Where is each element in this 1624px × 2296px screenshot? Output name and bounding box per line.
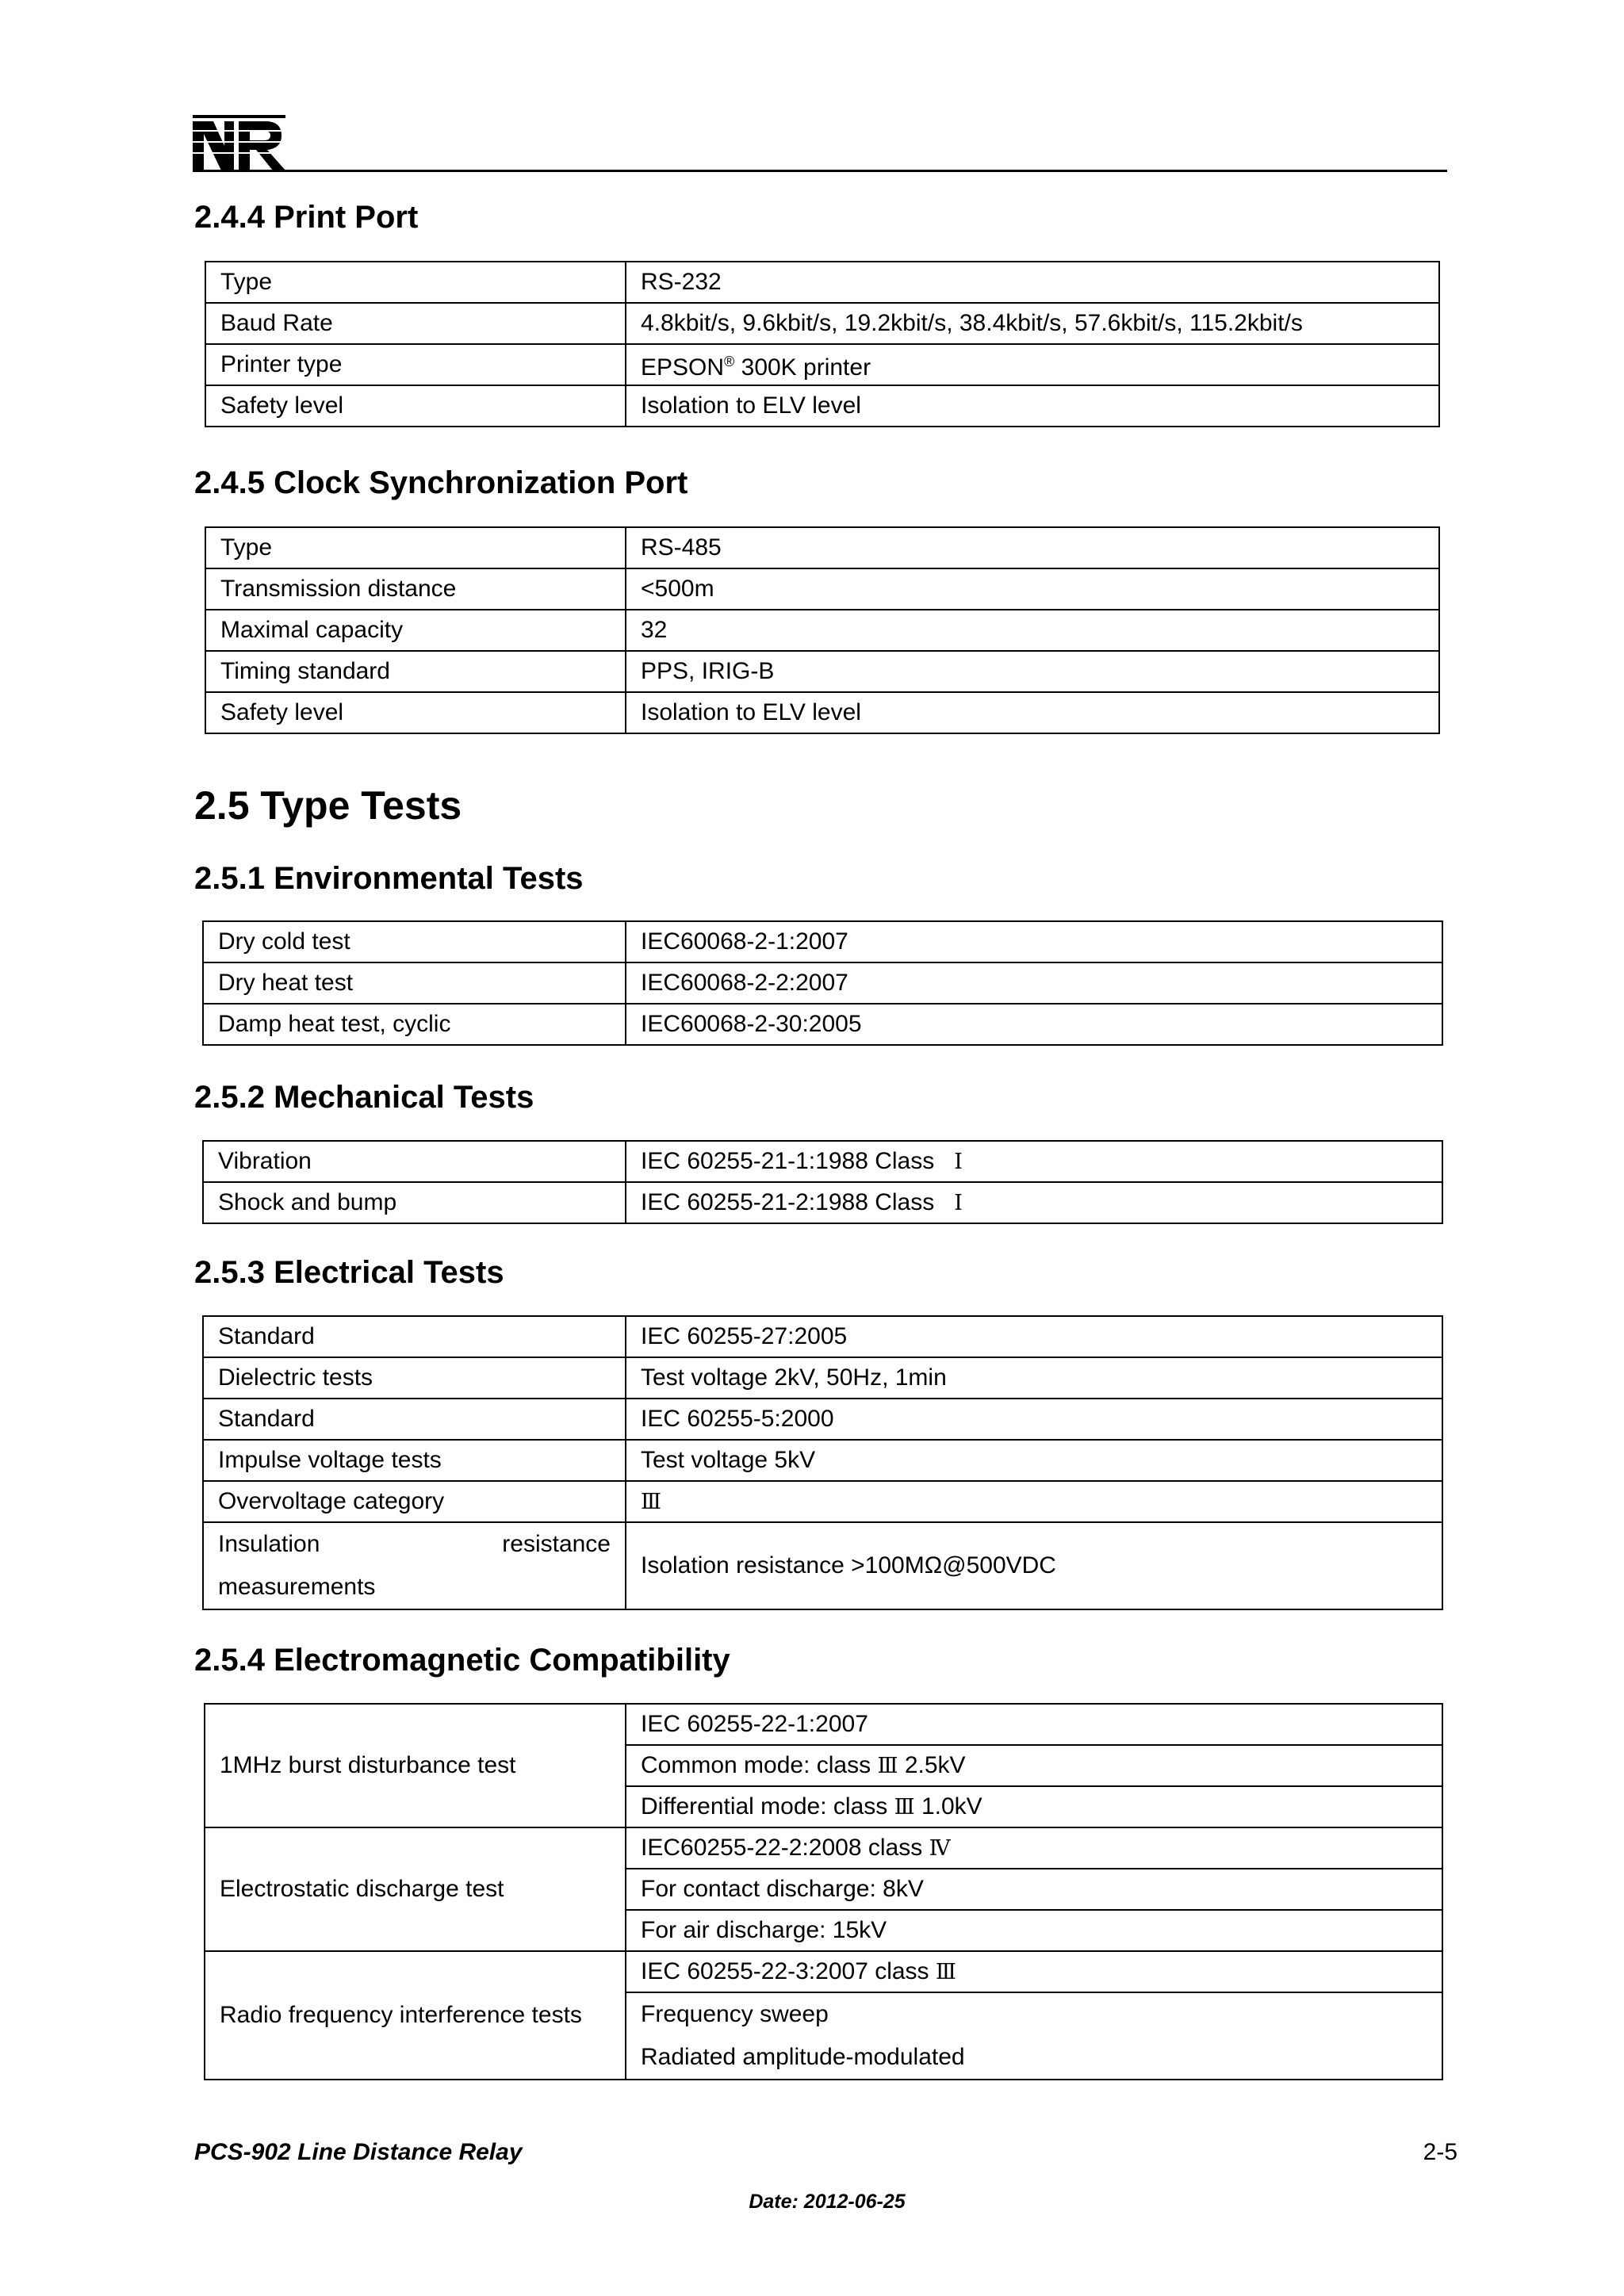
- row-value: IEC60068-2-1:2007: [626, 921, 1442, 962]
- table-row: [203, 1004, 1442, 1045]
- table-row: [205, 1704, 1442, 1745]
- standard-text: IEC60255-22-2:2008 class: [641, 1834, 929, 1861]
- row-label: Printer type: [205, 344, 626, 385]
- table-row: [205, 568, 1439, 610]
- class-numeral: Ⅳ: [929, 1835, 951, 1861]
- row-value: [626, 1951, 1442, 1992]
- table-row: [203, 1182, 1442, 1223]
- environmental-table: [202, 920, 1443, 1046]
- row-value: [626, 1141, 1442, 1182]
- row-label: Safety level: [205, 385, 626, 427]
- table-row: [203, 962, 1442, 1004]
- resistance-word: resistance: [502, 1531, 611, 1557]
- mode-text: Common mode: class: [641, 1751, 878, 1778]
- table-row: [205, 651, 1439, 692]
- footer-date: Date: 2012-06-25: [749, 2191, 906, 2213]
- section-title-clock-sync: 2.4.5 Clock Synchronization Port: [194, 465, 688, 500]
- row-label: Dry heat test: [203, 962, 626, 1004]
- voltage-text: 2.5kV: [898, 1751, 966, 1778]
- row-label: [203, 1522, 626, 1609]
- row-value: Test voltage 2kV, 50Hz, 1min: [626, 1357, 1442, 1399]
- row-label: Dielectric tests: [203, 1357, 626, 1399]
- class-numeral: Ⅰ: [954, 1190, 963, 1215]
- row-label: Type: [205, 262, 626, 303]
- electrical-table: [202, 1315, 1443, 1610]
- voltage-text: 1.0kV: [914, 1793, 982, 1820]
- class-numeral: Ⅲ: [894, 1794, 915, 1820]
- table-row: [205, 610, 1439, 651]
- row-label: Shock and bump: [203, 1182, 626, 1223]
- clock-sync-table: [205, 526, 1440, 734]
- table-row: [205, 692, 1439, 733]
- row-value: [626, 344, 1439, 385]
- page-number: 2-5: [1423, 2139, 1457, 2165]
- table-row: [205, 344, 1439, 385]
- table-row: [203, 1399, 1442, 1440]
- standard-text: IEC 60255-21-1:1988 Class: [641, 1147, 935, 1174]
- table-row: [205, 385, 1439, 427]
- test-label: 1MHz burst disturbance test: [205, 1704, 626, 1827]
- row-value: Isolation resistance >100MΩ@500VDC: [626, 1522, 1442, 1609]
- class-numeral: Ⅲ: [935, 1959, 956, 1984]
- row-value: PPS, IRIG-B: [626, 651, 1439, 692]
- table-row: [203, 1357, 1442, 1399]
- footer-date-wrap: [0, 2190, 1624, 2214]
- table-row: [205, 1951, 1442, 1992]
- table-row: [205, 1827, 1442, 1869]
- row-value: [626, 1182, 1442, 1223]
- footer-product-name: PCS-902 Line Distance Relay: [194, 2139, 523, 2165]
- row-value: Test voltage 5kV: [626, 1440, 1442, 1481]
- row-value: [626, 1992, 1442, 2080]
- header-rule: [193, 170, 1447, 172]
- insulation-word: Insulation: [218, 1531, 320, 1557]
- insulation-label-line1: [218, 1523, 625, 1566]
- row-value: [626, 1481, 1442, 1522]
- row-value: 4.8kbit/s, 9.6kbit/s, 19.2kbit/s, 38.4kbit/s, 57.6kbit/s, 115.2kbit/s: [626, 303, 1439, 344]
- table-row: [203, 1522, 1442, 1609]
- table-row: [205, 303, 1439, 344]
- row-label: Vibration: [203, 1141, 626, 1182]
- table-row: [205, 527, 1439, 568]
- class-numeral: Ⅰ: [954, 1149, 963, 1174]
- row-label: Overvoltage category: [203, 1481, 626, 1522]
- standard-text: IEC 60255-22-3:2007 class: [641, 1957, 936, 1984]
- section-title-environmental: 2.5.1 Environmental Tests: [194, 861, 584, 896]
- row-label: Dry cold test: [203, 921, 626, 962]
- row-value: RS-485: [626, 527, 1439, 568]
- row-label: Timing standard: [205, 651, 626, 692]
- row-label: Transmission distance: [205, 568, 626, 610]
- row-label: Standard: [203, 1316, 626, 1357]
- row-label: Impulse voltage tests: [203, 1440, 626, 1481]
- nr-logo-icon: [193, 115, 285, 170]
- row-value: [626, 1786, 1442, 1827]
- row-value: 32: [626, 610, 1439, 651]
- section-title-emc: 2.5.4 Electromagnetic Compatibility: [194, 1643, 730, 1678]
- row-label: Baud Rate: [205, 303, 626, 344]
- table-row: [203, 1141, 1442, 1182]
- section-title-electrical: 2.5.3 Electrical Tests: [194, 1255, 504, 1290]
- category-numeral: Ⅲ: [641, 1489, 662, 1514]
- frequency-sweep-text: Frequency sweep: [641, 2001, 829, 2027]
- print-port-table: [205, 261, 1440, 427]
- class-numeral: Ⅲ: [877, 1753, 898, 1778]
- table-row: [203, 1316, 1442, 1357]
- row-value: For air discharge: 15kV: [626, 1910, 1442, 1951]
- table-row: [205, 262, 1439, 303]
- row-label: Maximal capacity: [205, 610, 626, 651]
- row-value: [626, 1745, 1442, 1786]
- row-label: Type: [205, 527, 626, 568]
- printer-brand: EPSON: [641, 354, 725, 381]
- radiated-am-text: Radiated amplitude-modulated: [641, 2044, 965, 2070]
- row-value: Isolation to ELV level: [626, 692, 1439, 733]
- table-row: [203, 1481, 1442, 1522]
- mode-text: Differential mode: class: [641, 1793, 894, 1820]
- section-title-mechanical: 2.5.2 Mechanical Tests: [194, 1080, 534, 1115]
- registered-mark: ®: [724, 354, 735, 369]
- row-value: IEC 60255-22-1:2007: [626, 1704, 1442, 1745]
- row-value: For contact discharge: 8kV: [626, 1869, 1442, 1910]
- table-row: [203, 1440, 1442, 1481]
- row-value: Isolation to ELV level: [626, 385, 1439, 427]
- table-row: [203, 921, 1442, 962]
- standard-text: IEC 60255-21-2:1988 Class: [641, 1188, 935, 1215]
- row-value: IEC 60255-5:2000: [626, 1399, 1442, 1440]
- row-value: IEC60068-2-2:2007: [626, 962, 1442, 1004]
- test-label: Electrostatic discharge test: [205, 1827, 626, 1951]
- row-label: Damp heat test, cyclic: [203, 1004, 626, 1045]
- row-value: <500m: [626, 568, 1439, 610]
- test-label: Radio frequency interference tests: [205, 1951, 626, 2080]
- section-title-print-port: 2.4.4 Print Port: [194, 200, 419, 235]
- printer-model: 300K printer: [734, 354, 871, 381]
- section-title-type-tests: 2.5 Type Tests: [194, 783, 462, 828]
- row-value: IEC 60255-27:2005: [626, 1316, 1442, 1357]
- row-label: Standard: [203, 1399, 626, 1440]
- row-value: RS-232: [626, 262, 1439, 303]
- row-value: IEC60068-2-30:2005: [626, 1004, 1442, 1045]
- row-value: [626, 1827, 1442, 1869]
- emc-table: [204, 1703, 1443, 2080]
- row-label: Safety level: [205, 692, 626, 733]
- mechanical-table: [202, 1140, 1443, 1224]
- insulation-label-line2: measurements: [218, 1574, 376, 1600]
